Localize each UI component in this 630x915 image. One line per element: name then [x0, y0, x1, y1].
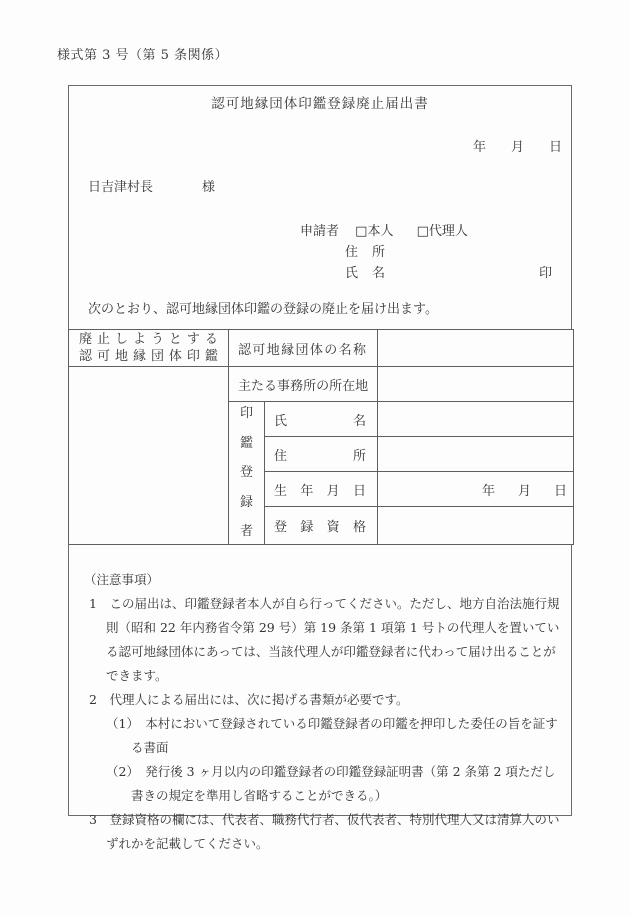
office-address-label-cell	[229, 367, 378, 402]
registrant-qualification-value-cell	[378, 507, 574, 545]
registration-table	[68, 329, 574, 545]
note-item-1: 1 この届出は、印鑑登録者本人が自ら行ってください。ただし、地方自治法施行規則（昭和 22 年内務省令第 29 号）第 19 条第 1 項第 1 号トの代理人を置いている認可地縁団体にあっては、当該代理人が印鑑登録者に代わって届け出ることができます。	[89, 596, 560, 683]
registrant-name-label-cell	[265, 402, 378, 437]
addressee-honorific: 様	[202, 180, 216, 195]
note-item-2-1: （1） 本村において登録されている印鑑登録者の印鑑を押印した委任の旨を証する書面	[106, 716, 558, 755]
seal-column-header-line1: 廃 止 し よ う と す る	[79, 332, 218, 347]
applicant-address-label: 住 所	[345, 245, 386, 260]
addressee-name: 日吉津村長	[88, 180, 154, 195]
applicant-block	[300, 220, 570, 282]
addressee-line	[88, 176, 215, 195]
seal-column-header-line2: 認 可 地 縁 団 体 印 鑑	[79, 349, 218, 364]
registrant-birth-value: 年 月 日	[481, 483, 567, 499]
date-field: 年 月 日	[472, 140, 562, 155]
registrant-address-label-cell	[265, 437, 378, 472]
registrant-qualification-label-cell	[265, 507, 378, 545]
registrant-name-value-cell	[378, 402, 574, 437]
declaration-text: 次のとおり、認可地縁団体印鑑の登録の廃止を届け出ます。	[88, 302, 438, 317]
applicant-type-line	[300, 220, 468, 239]
note-item-2-2: （2） 発行後 3 ヶ月以内の印鑑登録者の印鑑登録証明書（第 2 条第 2 項ただし書きの規定を準用し省略することができる。）	[106, 764, 556, 803]
form-title: 認可地縁団体印鑑登録廃止届出書	[211, 96, 429, 112]
notes-heading: （注意事項）	[84, 572, 160, 587]
checkbox-self-icon: □	[355, 224, 368, 239]
registrant-address-value-cell	[378, 437, 574, 472]
seal-mark: 印	[538, 266, 552, 281]
registrant-qualification-label: 登 録 資 格	[274, 520, 366, 535]
form-border-box	[68, 85, 572, 851]
note-item-2: 2 代理人による届出には、次に掲げる書類が必要です。	[89, 692, 409, 707]
registrant-birth-value-cell	[378, 472, 574, 507]
form-number: 様式第 3 号（第 5 条関係）	[57, 48, 229, 63]
notes-section	[84, 568, 560, 856]
checkbox-proxy-icon: □	[416, 224, 429, 239]
applicant-option-proxy-label: 代理人	[428, 224, 468, 239]
org-name-label: 認 可 地 縁 団 体 の 名 称	[238, 342, 367, 358]
org-name-label-cell	[229, 330, 378, 367]
registrant-birth-label: 生 年 月 日	[274, 483, 366, 499]
org-name-value-cell	[378, 330, 574, 367]
registrant-birth-label-cell	[265, 472, 378, 507]
applicant-label: 申請者	[300, 224, 340, 239]
registrant-group-cell	[229, 402, 265, 545]
applicant-name-label: 氏 名	[345, 266, 386, 281]
applicant-option-proxy	[417, 224, 468, 239]
applicant-option-self	[355, 224, 393, 239]
seal-imprint-area	[69, 367, 229, 545]
registrant-group-label: 印 鑑 登 録 者	[239, 406, 253, 539]
seal-column-header	[69, 330, 229, 367]
office-address-label: 主 た る 事 務 所 の 所 在 地	[238, 378, 369, 394]
note-item-3: 3 登録資格の欄には、代表者、職務代行者、仮代表者、特別代理人又は清算人のいずれかを記載してください。	[89, 812, 560, 851]
applicant-option-self-label: 本人	[367, 224, 394, 239]
office-address-value-cell	[378, 367, 574, 402]
registrant-address-label: 住 所	[274, 448, 367, 464]
registrant-name-label: 氏 名	[274, 413, 367, 429]
